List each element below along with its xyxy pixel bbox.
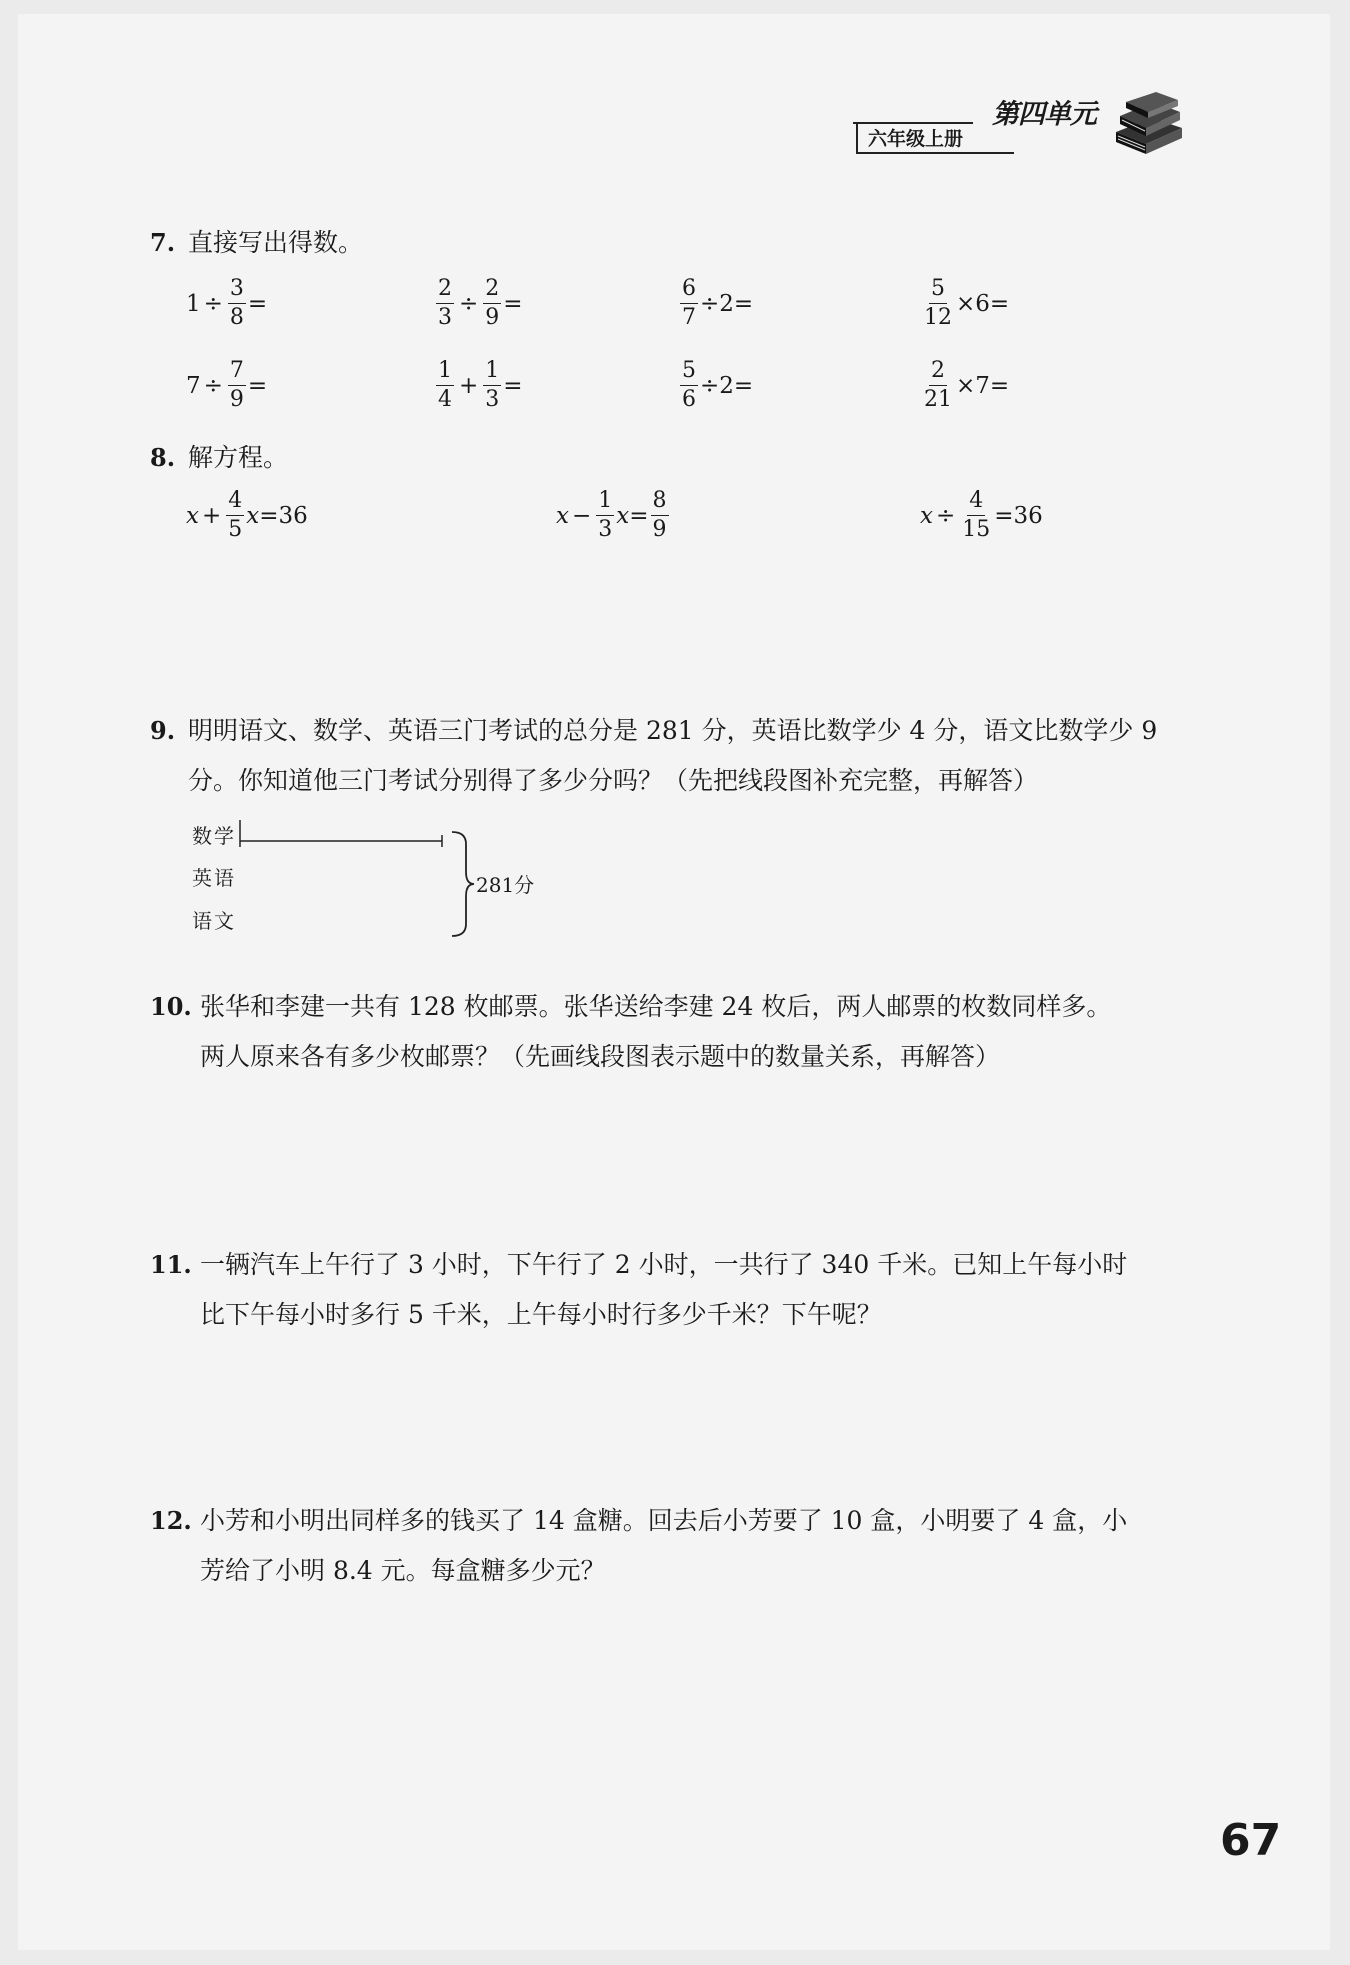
denominator: 9 [652, 517, 667, 542]
denominator: 3 [598, 517, 613, 542]
question-12-number: 12. [150, 1506, 192, 1535]
operator: ÷ [203, 372, 223, 399]
fraction [228, 278, 246, 329]
right-hand-side: =36 [994, 502, 1043, 529]
denominator: 8 [229, 305, 244, 330]
question-9-number: 9. [150, 716, 176, 745]
numerator: 2 [929, 360, 947, 386]
numerator: 8 [651, 490, 669, 516]
books-icon [1112, 90, 1184, 160]
segment-diagram [238, 820, 478, 940]
q7-item-8 [920, 360, 1009, 411]
denominator: 9 [485, 305, 500, 330]
question-12-line-1: 小芳和小明出同样多的钱买了 14 盒糖。回去后小芳要了 10 盒，小明要了 4 盒，小 [200, 1506, 1128, 1535]
tail: ÷2= [700, 290, 754, 317]
question-8-number: 8. [150, 443, 176, 472]
segment-label-chinese: 语文 [192, 909, 236, 933]
numerator: 2 [436, 278, 454, 304]
question-11-line-1: 一辆汽车上午行了 3 小时，下午行了 2 小时，一共行了 340 千米。已知上午每小时 [200, 1250, 1128, 1279]
operand: 7 [186, 372, 201, 399]
denominator: 3 [485, 387, 500, 412]
question-10-number: 10. [150, 992, 192, 1021]
q7-item-7 [678, 360, 753, 411]
denominator: 9 [229, 387, 244, 412]
denominator: 12 [924, 305, 952, 330]
variable: x [920, 502, 933, 529]
equals: = [629, 502, 649, 529]
q7-item-5 [186, 360, 267, 411]
q7-item-3 [678, 278, 753, 329]
denominator: 5 [228, 517, 243, 542]
question-10-line-2: 两人原来各有多少枚邮票？（先画线段图表示题中的数量关系，再解答） [200, 1042, 1001, 1071]
equals: = [503, 290, 523, 317]
brace [452, 832, 474, 936]
page-header [0, 0, 1350, 170]
numerator: 4 [967, 490, 985, 516]
operator: + [459, 372, 479, 399]
q7-item-2 [434, 278, 523, 329]
fraction [651, 490, 669, 541]
question-12-line-2: 芳给了小明 8.4 元。每盒糖多少元？ [200, 1556, 606, 1585]
operator: ÷ [459, 290, 479, 317]
fraction [680, 278, 698, 329]
variable: x [616, 502, 630, 529]
page-number: 67 [1220, 1815, 1282, 1866]
operator: − [571, 502, 592, 529]
q7-item-1 [186, 278, 267, 329]
numerator: 7 [228, 360, 246, 386]
question-8-text: 解方程。 [188, 443, 289, 472]
variable: x [246, 502, 260, 529]
fraction [228, 360, 246, 411]
q7-item-4 [920, 278, 1009, 329]
segment-label-math: 数学 [192, 824, 236, 848]
question-7-number: 7. [150, 228, 176, 257]
numerator: 2 [483, 278, 501, 304]
q8-equation-2 [556, 490, 671, 541]
unit-title: 第四单元 [992, 99, 1096, 130]
fraction [436, 360, 454, 411]
operator: ÷ [935, 502, 956, 529]
numerator: 5 [680, 360, 698, 386]
numerator: 6 [680, 278, 698, 304]
fraction [680, 360, 698, 411]
fraction [596, 490, 614, 541]
fraction [483, 360, 501, 411]
operator: + [201, 502, 222, 529]
denominator: 6 [682, 387, 696, 412]
denominator: 7 [682, 305, 696, 330]
question-10-line-1: 张华和李建一共有 128 枚邮票。张华送给李建 24 枚后，两人邮票的枚数同样多。 [200, 992, 1112, 1021]
operand: 1 [186, 290, 201, 317]
denominator: 4 [438, 387, 452, 412]
equals: = [247, 372, 268, 399]
tail: ×6= [956, 290, 1010, 317]
equals: = [247, 290, 268, 317]
tail: ×7= [956, 372, 1010, 399]
fraction [922, 278, 954, 329]
right-hand-side: =36 [259, 502, 308, 529]
q8-equation-1 [186, 490, 308, 541]
fraction [922, 360, 954, 411]
grade-label: 六年级上册 [856, 124, 1014, 154]
fraction [960, 490, 992, 541]
question-9-line-2: 分。你知道他三门考试分别得了多少分吗？（先把线段图补充完整，再解答） [188, 766, 1039, 795]
question-11-number: 11. [150, 1250, 192, 1279]
denominator: 3 [438, 305, 452, 330]
segment-total-label: 281分 [476, 873, 535, 897]
operator: ÷ [203, 290, 223, 317]
denominator: 21 [924, 387, 952, 412]
question-9-line-1: 明明语文、数学、英语三门考试的总分是 281 分，英语比数学少 4 分，语文比数学少 9 [188, 716, 1158, 745]
denominator: 15 [962, 517, 991, 542]
segment-label-english: 英语 [192, 866, 236, 890]
q8-equation-3 [920, 490, 1043, 541]
variable: x [186, 502, 199, 529]
fraction [436, 278, 454, 329]
q7-item-6 [434, 360, 523, 411]
numerator: 1 [483, 360, 501, 386]
tail: ÷2= [700, 372, 754, 399]
equals: = [503, 372, 523, 399]
variable: x [556, 502, 569, 529]
numerator: 4 [226, 490, 244, 516]
numerator: 1 [596, 490, 614, 516]
numerator: 1 [436, 360, 454, 386]
fraction [483, 278, 501, 329]
numerator: 5 [929, 278, 947, 304]
numerator: 3 [228, 278, 246, 304]
question-7-text: 直接写出得数。 [188, 228, 364, 257]
question-11-line-2: 比下午每小时多行 5 千米，上午每小时行多少千米？下午呢？ [200, 1300, 882, 1329]
fraction [226, 490, 244, 541]
